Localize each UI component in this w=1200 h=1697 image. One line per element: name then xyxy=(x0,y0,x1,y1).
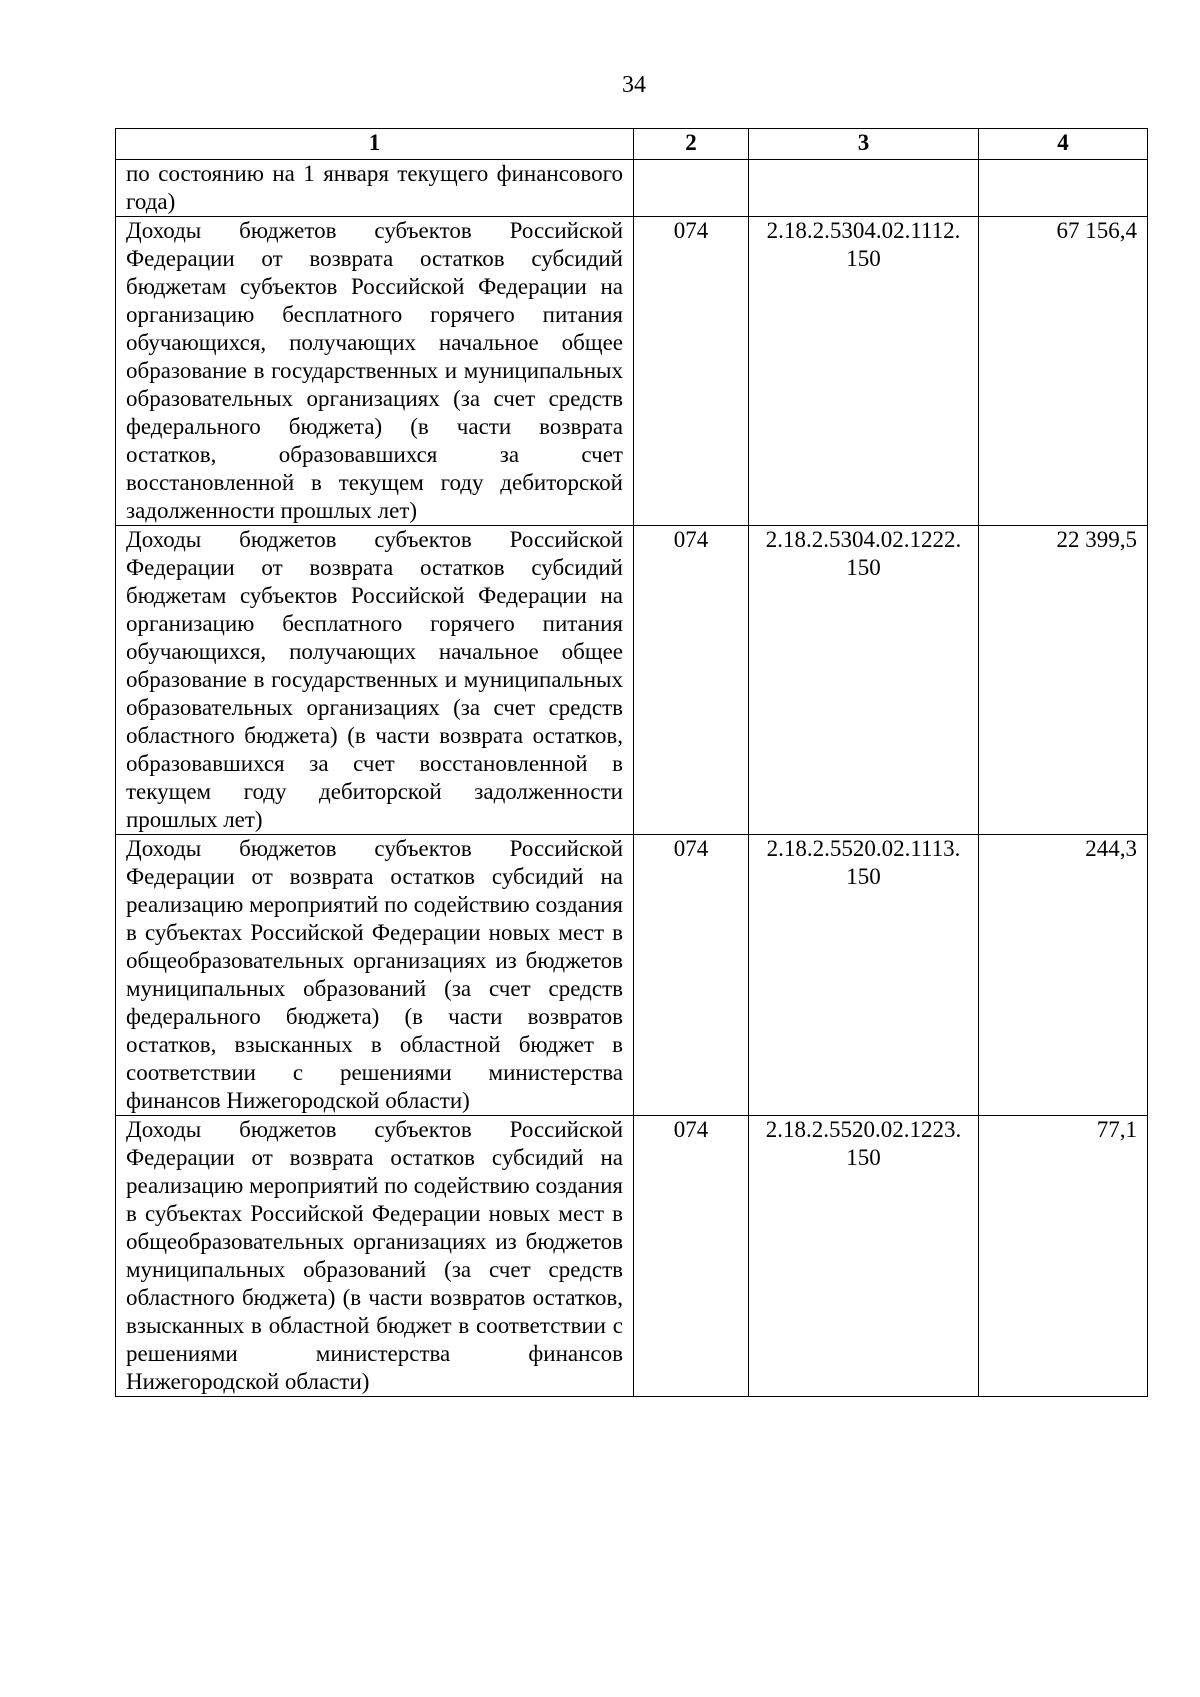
kbk-code xyxy=(749,160,979,217)
admin-code: 074 xyxy=(634,835,749,1116)
kbk-code: 2.18.2.5520.02.1223. 150 xyxy=(749,1116,979,1397)
column-header: 1 xyxy=(116,129,634,160)
page-number: 34 xyxy=(622,72,646,98)
revenue-table xyxy=(115,128,1148,1397)
revenue-description: Доходы бюджетов субъектов Российской Федерации от возврата остатков субсидий на реализацию мероприятий по содействию создания в субъектах Российской Федерации новых мест в общеобразовательных организациях из бюджетов муниципальных образований (за счет средств областного бюджета) (в части возвратов остатков, взысканных в областной бюджет в соответствии с решениями министерства финансов Нижегородской области) xyxy=(116,1116,634,1397)
table-row xyxy=(116,160,1148,217)
amount-value: 244,3 xyxy=(979,835,1148,1116)
kbk-code: 2.18.2.5520.02.1113. 150 xyxy=(749,835,979,1116)
amount-value: 77,1 xyxy=(979,1116,1148,1397)
revenue-description: Доходы бюджетов субъектов Российской Федерации от возврата остатков субсидий бюджетам субъектов Российской Федерации на организацию бесплатного горячего питания обучающихся, получающих начальное общее образование в государственных и муниципальных образовательных организациях (за счет средств федерального бюджета) (в части возврата остатков, образовавшихся за счет восстановленной в текущем году дебиторской задолженности прошлых лет) xyxy=(116,217,634,526)
admin-code: 074 xyxy=(634,526,749,835)
table-row xyxy=(116,526,1148,835)
table-row xyxy=(116,835,1148,1116)
revenue-description: по состоянию на 1 января текущего финансового года) xyxy=(116,160,634,217)
admin-code: 074 xyxy=(634,1116,749,1397)
admin-code: 074 xyxy=(634,217,749,526)
column-header: 4 xyxy=(979,129,1148,160)
table-row xyxy=(116,217,1148,526)
column-header: 2 xyxy=(634,129,749,160)
revenue-description: Доходы бюджетов субъектов Российской Федерации от возврата остатков субсидий бюджетам субъектов Российской Федерации на организацию бесплатного горячего питания обучающихся, получающих начальное общее образование в государственных и муниципальных образовательных организациях (за счет средств областного бюджета) (в части возврата остатков, образовавшихся за счет восстановленной в текущем году дебиторской задолженности прошлых лет) xyxy=(116,526,634,835)
amount-value: 22 399,5 xyxy=(979,526,1148,835)
kbk-code: 2.18.2.5304.02.1222. 150 xyxy=(749,526,979,835)
revenue-description: Доходы бюджетов субъектов Российской Федерации от возврата остатков субсидий на реализацию мероприятий по содействию создания в субъектах Российской Федерации новых мест в общеобразовательных организациях из бюджетов муниципальных образований (за счет средств федерального бюджета) (в части возвратов остатков, взысканных в областной бюджет в соответствии с решениями министерства финансов Нижегородской области) xyxy=(116,835,634,1116)
column-header: 3 xyxy=(749,129,979,160)
table-header-row xyxy=(116,129,1148,160)
amount-value xyxy=(979,160,1148,217)
kbk-code: 2.18.2.5304.02.1112. 150 xyxy=(749,217,979,526)
table-row xyxy=(116,1116,1148,1397)
admin-code xyxy=(634,160,749,217)
amount-value: 67 156,4 xyxy=(979,217,1148,526)
